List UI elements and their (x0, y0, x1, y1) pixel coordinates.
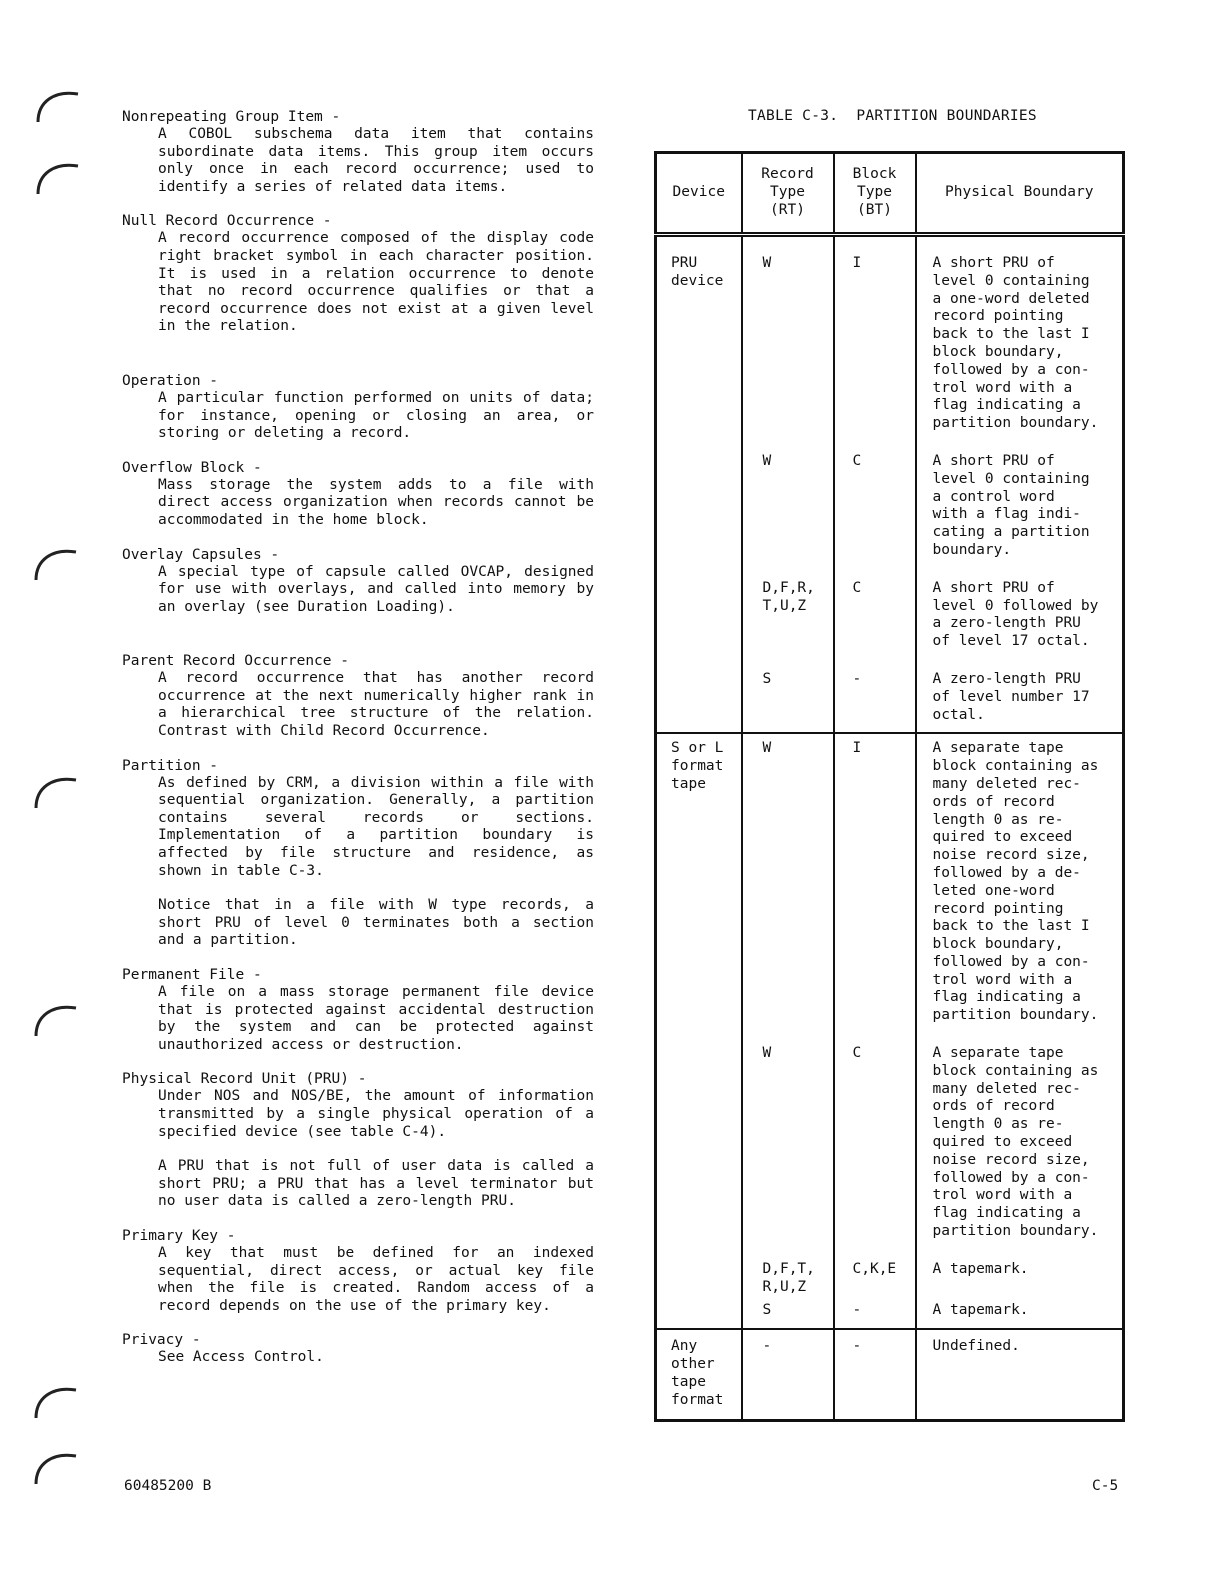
device-cell: PRU device (656, 235, 742, 449)
glossary-column (122, 108, 594, 1383)
glossary-definition (158, 1245, 594, 1315)
glossary-entry (122, 372, 594, 443)
record-type-cell: W (742, 1041, 834, 1257)
block-type-cell: I (834, 235, 916, 449)
punch-hole-icon (34, 158, 82, 198)
glossary-term: Nonrepeating Group Item - (122, 109, 341, 125)
punch-hole-icon (32, 1382, 80, 1422)
record-type-cell: W (742, 235, 834, 449)
glossary-term: Partition - (122, 757, 219, 774)
table-header-row (656, 153, 1124, 235)
header-block-type: Block Type (BT) (834, 153, 916, 235)
record-type-cell: W (742, 733, 834, 1041)
glossary-term: Permanent File - (122, 967, 262, 983)
definition-paragraph: Under NOS and NOS/BE, the amount of information transmitted by a single physical operation of a specified device (see table C-4). (158, 1088, 594, 1140)
glossary-term: Primary Key - (122, 1227, 236, 1244)
glossary-term: Physical Record Unit (PRU) - (122, 1071, 367, 1088)
block-type-cell: - (834, 1298, 916, 1329)
definition-paragraph: A file on a mass storage permanent file device that is protected against accidental destruction by the system and can be protected against unauthorized access or destruction. (158, 984, 594, 1053)
glossary-definition (158, 477, 594, 530)
physical-boundary-cell: A separate tape block containing as many deleted rec- ords of record length 0 as re- quired to exceed noise record size, followed by a con- trol word with a flag indicating a partition boundary. (916, 1041, 1124, 1257)
table-row (656, 733, 1124, 1041)
device-cell (656, 449, 742, 576)
punch-hole-icon (32, 1000, 80, 1040)
glossary-entry (122, 108, 594, 196)
glossary-definition (158, 775, 594, 950)
glossary-entry (122, 652, 594, 740)
physical-boundary-cell: A zero-length PRU of level number 17 octal. (916, 667, 1124, 733)
glossary-term: Privacy - (122, 1332, 201, 1349)
table-row (656, 449, 1124, 576)
glossary-entry (122, 1331, 594, 1367)
device-cell (656, 1041, 742, 1257)
block-type-cell: - (834, 1329, 916, 1421)
page-number: C-5 (1092, 1478, 1119, 1494)
punch-hole-icon (32, 544, 80, 584)
glossary-definition (158, 230, 594, 336)
block-type-cell: C (834, 1041, 916, 1257)
definition-paragraph: A COBOL subschema data item that contains subordinate data items. This group item occurs only once in each record occurrence; used to identify a series of related data items. (158, 126, 594, 195)
definition-paragraph: A special type of capsule called OVCAP, designed for use with overlays, and called into memory by an overlay (see Duration Loading). (158, 563, 594, 615)
physical-boundary-cell: A tapemark. (916, 1298, 1124, 1329)
glossary-entry (122, 1227, 594, 1315)
glossary-entry (122, 212, 594, 336)
definition-paragraph: A PRU that is not full of user data is called a short PRU; a PRU that has a level terminator but no user data is called a zero-length PRU. (158, 1158, 594, 1210)
glossary-term: Null Record Occurrence - (122, 213, 332, 230)
table-row (656, 1329, 1124, 1421)
document-number: 60485200 B (124, 1478, 212, 1494)
punch-hole-icon (32, 1448, 80, 1488)
glossary-definition (158, 564, 594, 617)
table-row (656, 576, 1124, 667)
physical-boundary-cell: A short PRU of level 0 followed by a zero-length PRU of level 17 octal. (916, 576, 1124, 667)
glossary-entry (122, 459, 594, 530)
device-cell: Any other tape format (656, 1329, 742, 1421)
header-record-type: Record Type (RT) (742, 153, 834, 235)
record-type-cell: S (742, 667, 834, 733)
glossary-entry (122, 757, 594, 950)
block-type-cell: C,K,E (834, 1257, 916, 1299)
physical-boundary-cell: A short PRU of level 0 containing a one-word deleted record pointing back to the last I block boundary, followed by a con- trol word with a flag indicating a partition boundary. (916, 235, 1124, 449)
glossary-term: Overflow Block - (122, 459, 262, 476)
glossary-term: Operation - (122, 372, 219, 389)
definition-paragraph: Notice that in a file with W type records, a short PRU of level 0 terminates both a section and a partition. (158, 897, 594, 949)
device-cell (656, 1257, 742, 1299)
table-row (656, 1041, 1124, 1257)
header-device: Device (656, 153, 742, 235)
glossary-term: Parent Record Occurrence - (122, 653, 349, 670)
definition-paragraph: Mass storage the system adds to a file with direct access organization when records cannot be accommodated in the home block. (158, 476, 594, 528)
device-cell (656, 576, 742, 667)
punch-hole-icon (34, 86, 82, 126)
glossary-definition (158, 126, 594, 196)
glossary-definition (158, 984, 594, 1054)
block-type-cell: - (834, 667, 916, 733)
header-physical-boundary: Physical Boundary (916, 153, 1124, 235)
block-type-cell: C (834, 449, 916, 576)
definition-paragraph: A record occurrence composed of the display code right bracket symbol in each character position. It is used in a relation occurrence to denote that no record occurrence qualifies or that a record occurrence does not exist at a given level in the relation. (158, 230, 594, 335)
record-type-cell: - (742, 1329, 834, 1421)
definition-paragraph: As defined by CRM, a division within a file with sequential organization. Generally, a partition contains several records or sections. Implementation of a partition boundary is affected by file structure and residence, as shown in table C-3. (158, 774, 594, 879)
glossary-definition (158, 1349, 594, 1367)
device-cell: S or L format tape (656, 733, 742, 1041)
block-type-cell: C (834, 576, 916, 667)
physical-boundary-cell: Undefined. (916, 1329, 1124, 1421)
device-cell (656, 1298, 742, 1329)
record-type-cell: D,F,T, R,U,Z (742, 1257, 834, 1299)
definition-paragraph: A particular function performed on units of data; for instance, opening or closing an area, or storing or deleting a record. (158, 389, 594, 442)
glossary-definition (158, 390, 594, 443)
table-row (656, 1298, 1124, 1329)
device-cell (656, 667, 742, 733)
definition-paragraph: A key that must be defined for an indexed sequential, direct access, or actual key file when the file is created. Random access of a record depends on the use of the primary key. (158, 1244, 594, 1314)
table-row (656, 667, 1124, 733)
punch-hole-icon (32, 772, 80, 812)
table-title: TABLE C-3. PARTITION BOUNDARIES (748, 108, 1037, 124)
record-type-cell: S (742, 1298, 834, 1329)
table-row (656, 1257, 1124, 1299)
physical-boundary-cell: A separate tape block containing as many deleted rec- ords of record length 0 as re- quired to exceed noise record size, followed by a de- leted one-word record pointing back to the last I block boundary, followed by a con- trol word with a flag indicating a partition boundary. (916, 733, 1124, 1041)
physical-boundary-cell: A tapemark. (916, 1257, 1124, 1299)
physical-boundary-cell: A short PRU of level 0 containing a control word with a flag indi- cating a partition boundary. (916, 449, 1124, 576)
definition-paragraph: See Access Control. (158, 1349, 324, 1366)
glossary-entry (122, 966, 594, 1054)
partition-boundaries-table (654, 151, 1125, 1422)
table-row (656, 235, 1124, 449)
glossary-term: Overlay Capsules - (122, 546, 280, 563)
block-type-cell: I (834, 733, 916, 1041)
glossary-entry (122, 546, 594, 617)
glossary-definition (158, 670, 594, 740)
record-type-cell: W (742, 449, 834, 576)
definition-paragraph: A record occurrence that has another record occurrence at the next numerically higher rank in a hierarchical tree structure of the relation. Contrast with Child Record Occurrence. (158, 670, 594, 740)
record-type-cell: D,F,R, T,U,Z (742, 576, 834, 667)
glossary-entry (122, 1070, 594, 1211)
glossary-definition (158, 1088, 594, 1211)
